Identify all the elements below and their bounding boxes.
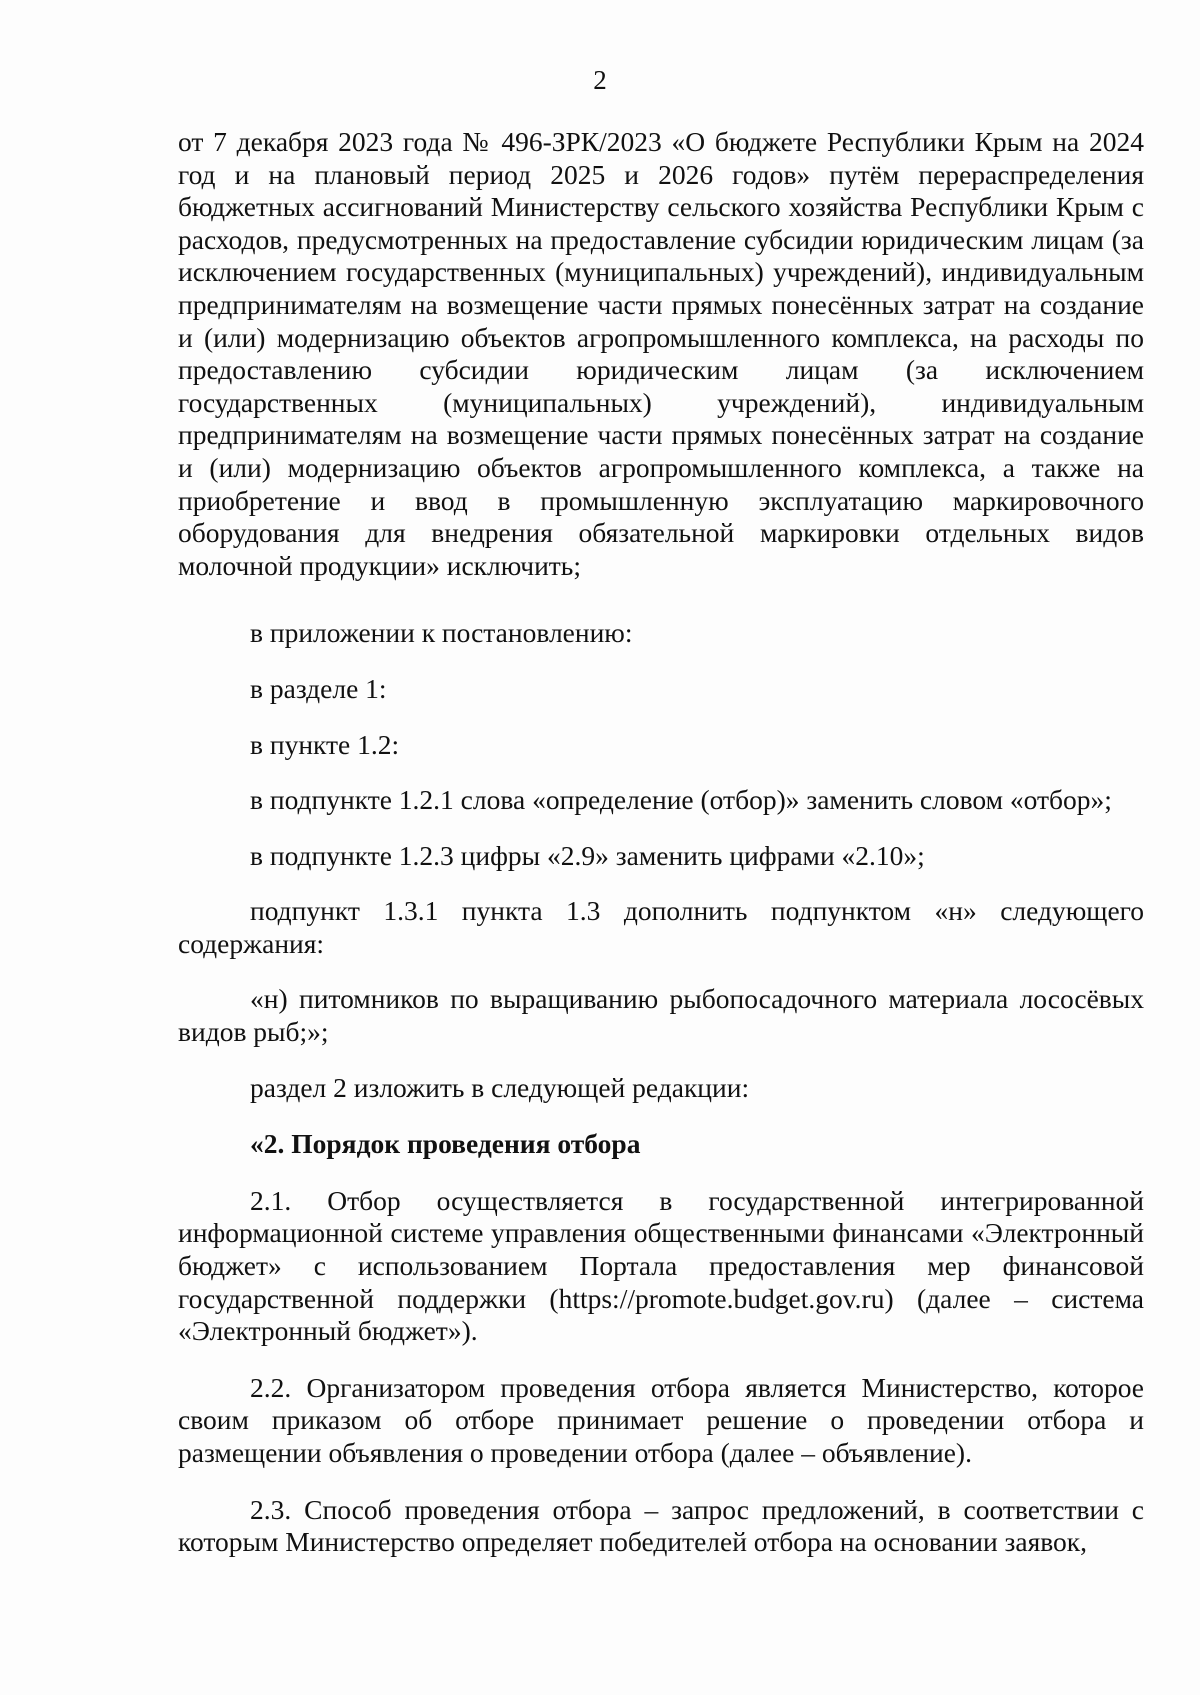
section-heading: «2. Порядок проведения отбора <box>250 1128 641 1160</box>
page-number: 2 <box>593 65 607 95</box>
paragraph-subitem-1-2-1: в подпункте 1.2.1 слова «определение (отбор)» заменить словом «отбор»; <box>250 784 1112 816</box>
paragraph-2-1: 2.1. Отбор осуществляется в государственной интегрированной информационной системе управления общественными финансами «Электронный бюджет» с использованием Портала предоставления мер финансовой государственной поддержки (https://promote.budget.gov.ru) (далее – система «Электронный бюджет»). <box>178 1184 1144 1347</box>
paragraph-subitem-1-2-3: в подпункте 1.2.3 цифры «2.9» заменить цифрами «2.10»; <box>250 839 925 871</box>
document-body <box>178 126 1144 1559</box>
paragraph-subitem-n: «н) питомников по выращиванию рыбопосадочного материала лососёвых видов рыб;»; <box>178 983 1144 1048</box>
paragraph-subitem-1-3-1: подпункт 1.3.1 пункта 1.3 дополнить подпунктом «н» следующего содержания: <box>178 895 1144 959</box>
paragraph-2-3: 2.3. Способ проведения отбора – запрос предложений, в соответствии с которым Министерство определяет победителей отбора на основании заявок, <box>178 1493 1144 1558</box>
paragraph-item-1-2: в пункте 1.2: <box>250 728 400 760</box>
paragraph-appendix: в приложении к постановлению: <box>250 617 633 649</box>
paragraph-2-2: 2.2. Организатором проведения отбора является Министерство, которое своим приказом об отборе принимает решение о проведении отбора и размещении объявления о проведении отбора (далее – объявление). <box>178 1371 1144 1468</box>
paragraph-budget-law-reference: от 7 декабря 2023 года № 496-ЗРК/2023 «О бюджете Республики Крым на 2024 год и на плановый период 2025 и 2026 годов» путём перераспределения бюджетных ассигнований Министерству сельского хозяйства Республики Крым с расходов, предусмотренных на предоставление субсидии юридическим лицам (за исключением государственных (муниципальных) учреждений), индивидуальным предпринимателям на возмещение части прямых понесённых затрат на создание и (или) модернизацию объектов агропромышленного комплекса, на расходы по предоставлению субсидии юридическим лицам (за исключением государственных (муниципальных) учреждений), индивидуальным предпринимателям на возмещение части прямых понесённых затрат на создание и (или) модернизацию объектов агропромышленного комплекса, а также на приобретение и ввод в промышленную эксплуатацию маркировочного оборудования для внедрения обязательной маркировки отдельных видов молочной продукции» исключить; <box>178 126 1144 581</box>
paragraph-section-1: в разделе 1: <box>250 672 387 704</box>
paragraph-section-2-intro: раздел 2 изложить в следующей редакции: <box>250 1071 750 1103</box>
